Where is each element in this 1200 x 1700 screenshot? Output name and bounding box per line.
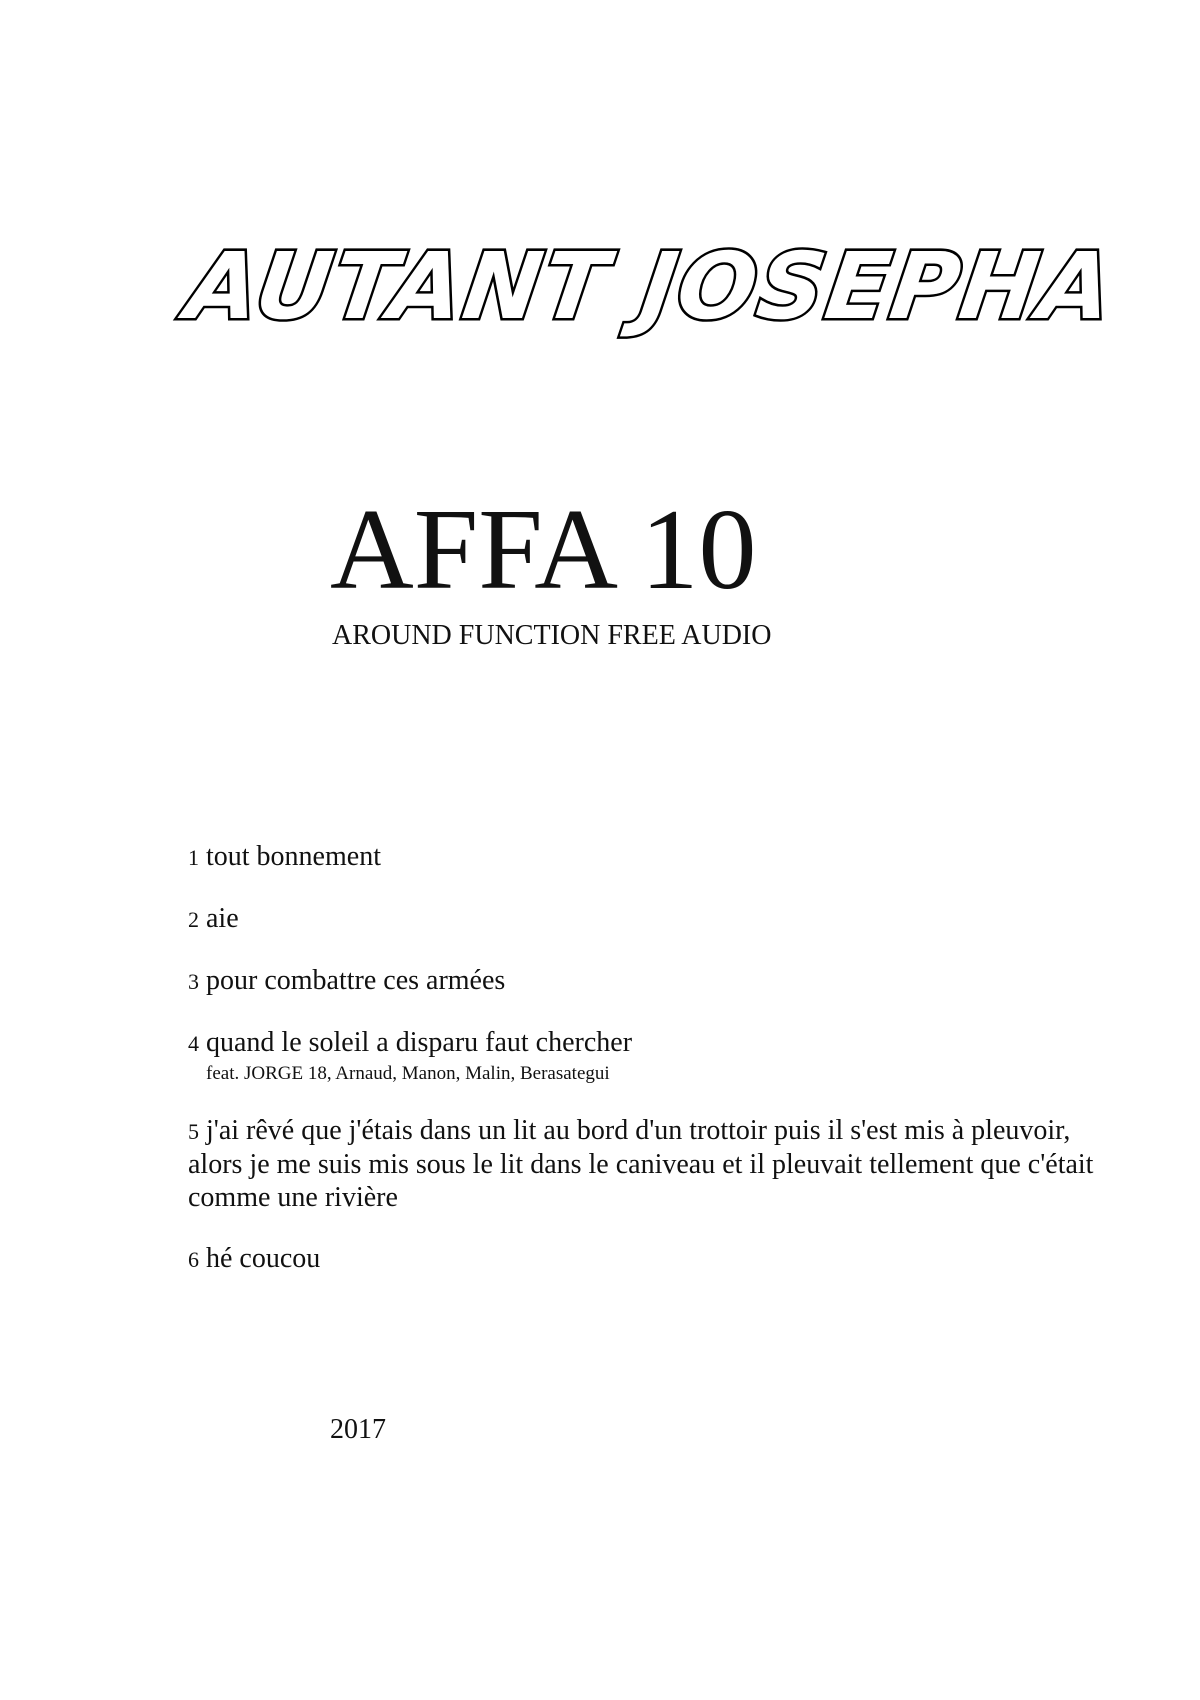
artist-logo	[180, 200, 1121, 360]
track-item	[188, 1242, 1108, 1276]
track-item	[188, 840, 1108, 874]
album-subtitle: AROUND FUNCTION FREE AUDIO	[332, 620, 772, 651]
track-number: 1	[188, 845, 199, 870]
track-item	[188, 902, 1108, 936]
release-year: 2017	[330, 1414, 386, 1445]
album-title: AFFA 10	[330, 486, 757, 614]
track-number: 4	[188, 1031, 199, 1056]
track-featuring: feat. JORGE 18, Arnaud, Manon, Malin, Berasategui	[206, 1063, 610, 1084]
track-number: 5	[188, 1119, 199, 1144]
artist-logo-text: AUTANT JOSEPHA	[180, 232, 1121, 340]
track-item	[188, 1114, 1108, 1214]
track-number: 2	[188, 907, 199, 932]
track-number: 3	[188, 969, 199, 994]
track-title: j'ai rêvé que j'étais dans un lit au bord d'un trottoir puis il s'est mis à pleuvoir, alors je me suis mis sous le lit dans le caniveau et il pleuvait tellement que c'était comme une rivière	[188, 1115, 1094, 1213]
track-title: hé coucou	[206, 1243, 321, 1274]
track-title: pour combattre ces armées	[206, 965, 506, 996]
track-title: aie	[206, 903, 239, 934]
track-number: 6	[188, 1247, 199, 1272]
track-item	[188, 1026, 1108, 1086]
track-title: tout bonnement	[206, 841, 381, 872]
track-item	[188, 964, 1108, 998]
track-list	[188, 840, 1108, 1304]
track-title: quand le soleil a disparu faut chercher	[206, 1027, 633, 1058]
